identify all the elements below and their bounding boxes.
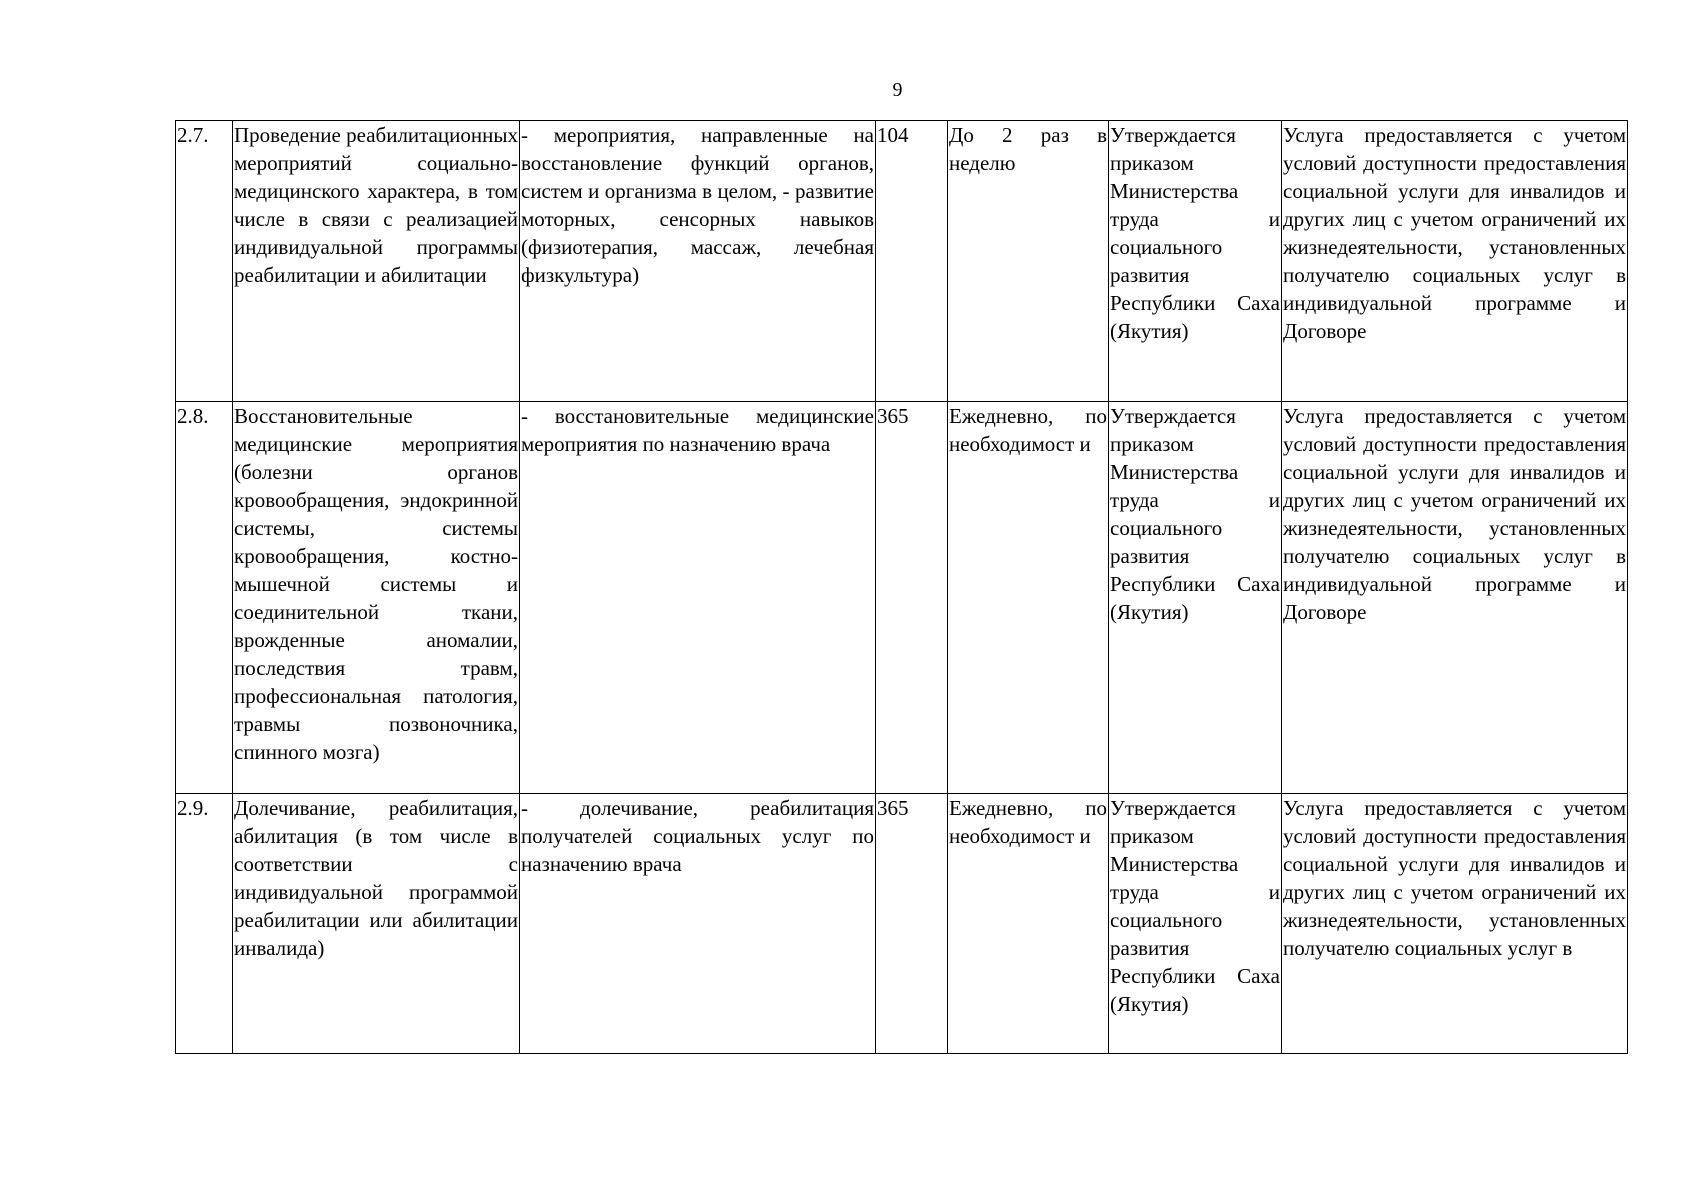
service-frequency: До 2 раз в неделю: [948, 121, 1109, 402]
service-name: Проведение реабилитационных мероприятий социально-медицинского характера, в том числе в связи с реализацией индивидуальной программы реабилитации и абилитации: [233, 121, 520, 402]
table-row: [176, 121, 1628, 402]
service-content: - долечивание, реабилитация получателей социальных услуг по назначению врача: [520, 794, 876, 1054]
service-frequency: Ежедневно, по необходимост и: [948, 794, 1109, 1054]
service-conditions: Услуга предоставляется с учетом условий доступности предоставления социальной услуги для инвалидов и других лиц с учетом ограничений их жизнедеятельности, установленных получателю социальных услуг в индивидуальной программе и Договоре: [1282, 402, 1628, 794]
service-approval: Утверждается приказом Министерства труда и социального развития Республики Саха (Якутия): [1109, 402, 1282, 794]
service-volume: 104: [876, 121, 948, 402]
service-conditions: Услуга предоставляется с учетом условий доступности предоставления социальной услуги для инвалидов и других лиц с учетом ограничений их жизнедеятельности, установленных получателю социальных услуг в: [1282, 794, 1628, 1054]
service-approval: Утверждается приказом Министерства труда и социального развития Республики Саха (Якутия): [1109, 121, 1282, 402]
service-content: - восстановительные медицинские мероприятия по назначению врача: [520, 402, 876, 794]
row-number: 2.8.: [176, 402, 233, 794]
service-name: Долечивание, реабилитация, абилитация (в том числе в соответствии с индивидуальной программой реабилитации или абилитации инвалида): [233, 794, 520, 1054]
service-conditions: Услуга предоставляется с учетом условий доступности предоставления социальной услуги для инвалидов и других лиц с учетом ограничений их жизнедеятельности, установленных получателю социальных услуг в индивидуальной программе и Договоре: [1282, 121, 1628, 402]
service-frequency: Ежедневно, по необходимост и: [948, 402, 1109, 794]
page-number: 9: [892, 79, 903, 101]
table-row: [176, 794, 1628, 1054]
table-row: [176, 402, 1628, 794]
services-table: [175, 120, 1628, 1054]
service-volume: 365: [876, 402, 948, 794]
service-name: Восстановительные медицинские мероприятия (болезни органов кровообращения, эндокринной системы, системы кровообращения, костно-мышечной системы и соединительной ткани, врожденные аномалии, последствия травм, профессиональная патология, травмы позвоночника, спинного мозга): [233, 402, 520, 794]
service-approval: Утверждается приказом Министерства труда и социального развития Республики Саха (Якутия): [1109, 794, 1282, 1054]
row-number: 2.7.: [176, 121, 233, 402]
row-number: 2.9.: [176, 794, 233, 1054]
service-volume: 365: [876, 794, 948, 1054]
service-content: - мероприятия, направленные на восстановление функций органов, систем и организма в целом, - развитие моторных, сенсорных навыков (физиотерапия, массаж, лечебная физкультура): [520, 121, 876, 402]
